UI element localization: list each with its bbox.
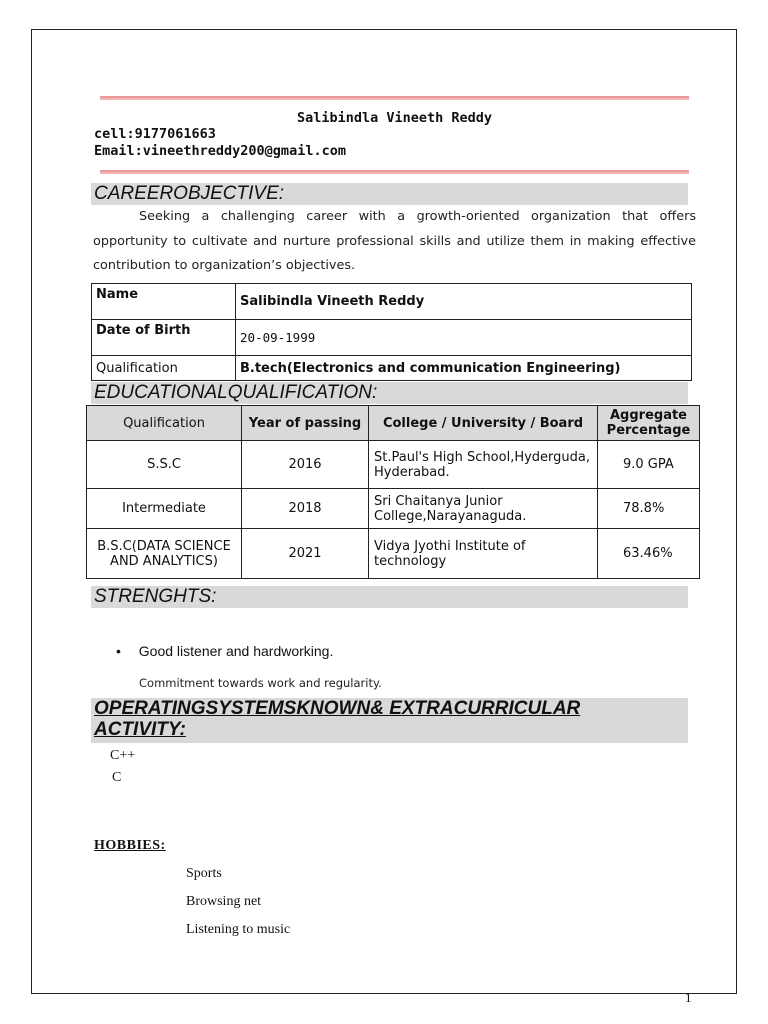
education-heading: EDUCATIONALQUALIFICATION:	[91, 382, 688, 404]
career-objective-text: Seeking a challenging career with a growth-oriented organization that offers opportunity to cultivate and nurture professional skills and utilize them in making effective contribution to organization’s objectives.	[93, 209, 696, 273]
hobby-item: Browsing net	[186, 894, 262, 909]
strength-bullet-item	[116, 643, 333, 659]
bullet-icon: •	[116, 643, 121, 659]
dob-value: 20-09-1999	[236, 320, 692, 356]
dob-label: Date of Birth	[92, 320, 236, 356]
hobbies-heading: HOBBIES:	[94, 838, 166, 853]
col-qualification: Qualification	[87, 406, 242, 441]
table-row	[87, 489, 700, 529]
email-address: Email:vineethreddy200@gmail.com	[94, 143, 346, 159]
table-row	[87, 441, 700, 489]
hobby-item: Sports	[186, 866, 222, 881]
col-college: College / University / Board	[369, 406, 598, 441]
education-table	[86, 405, 700, 579]
qualification-label: Qualification	[92, 356, 236, 381]
table-row	[92, 284, 692, 320]
bottom-divider	[100, 170, 689, 174]
operating-systems-heading: OPERATINGSYSTEMSKNOWN& EXTRACURRICULAR ACTIVITY:	[94, 698, 581, 740]
skill-item: C++	[110, 748, 136, 763]
cell-number: cell:9177061663	[94, 126, 216, 142]
cell-qualification: Intermediate	[87, 489, 242, 529]
cell-college: St.Paul's High School,Hyderguda, Hyderabad.	[369, 441, 598, 489]
page-number: 1	[685, 990, 692, 1005]
name-label: Name	[92, 284, 236, 320]
career-objective-heading: CAREEROBJECTIVE:	[91, 183, 688, 205]
col-percentage: Aggregate Percentage	[598, 406, 700, 441]
table-header-row	[87, 406, 700, 441]
hobby-item: Listening to music	[186, 922, 291, 937]
strength-text: Good listener and hardworking.	[138, 643, 334, 659]
skill-item: C	[112, 770, 122, 785]
personal-details-table	[91, 283, 692, 381]
cell-percentage: 78.8%	[598, 489, 700, 529]
cell-year: 2021	[242, 529, 369, 579]
cell-qualification: S.S.C	[87, 441, 242, 489]
top-divider	[100, 96, 689, 100]
qualification-value: B.tech(Electronics and communication Engineering)	[236, 356, 692, 381]
name-value: Salibindla Vineeth Reddy	[236, 284, 692, 320]
strengths-heading: STRENGHTS:	[91, 586, 688, 608]
col-year: Year of passing	[242, 406, 369, 441]
table-row	[92, 320, 692, 356]
strength-note: Commitment towards work and regularity.	[139, 676, 382, 690]
cell-year: 2016	[242, 441, 369, 489]
cell-percentage: 9.0 GPA	[598, 441, 700, 489]
table-row	[87, 529, 700, 579]
cell-qualification: B.S.C(DATA SCIENCE AND ANALYTICS)	[87, 529, 242, 579]
table-row	[92, 356, 692, 381]
candidate-name: Salibindla Vineeth Reddy	[296, 110, 493, 126]
cell-percentage: 63.46%	[598, 529, 700, 579]
cell-college: Sri Chaitanya Junior College,Narayanaguda.	[369, 489, 598, 529]
cell-college: Vidya Jyothi Institute of technology	[369, 529, 598, 579]
cell-year: 2018	[242, 489, 369, 529]
